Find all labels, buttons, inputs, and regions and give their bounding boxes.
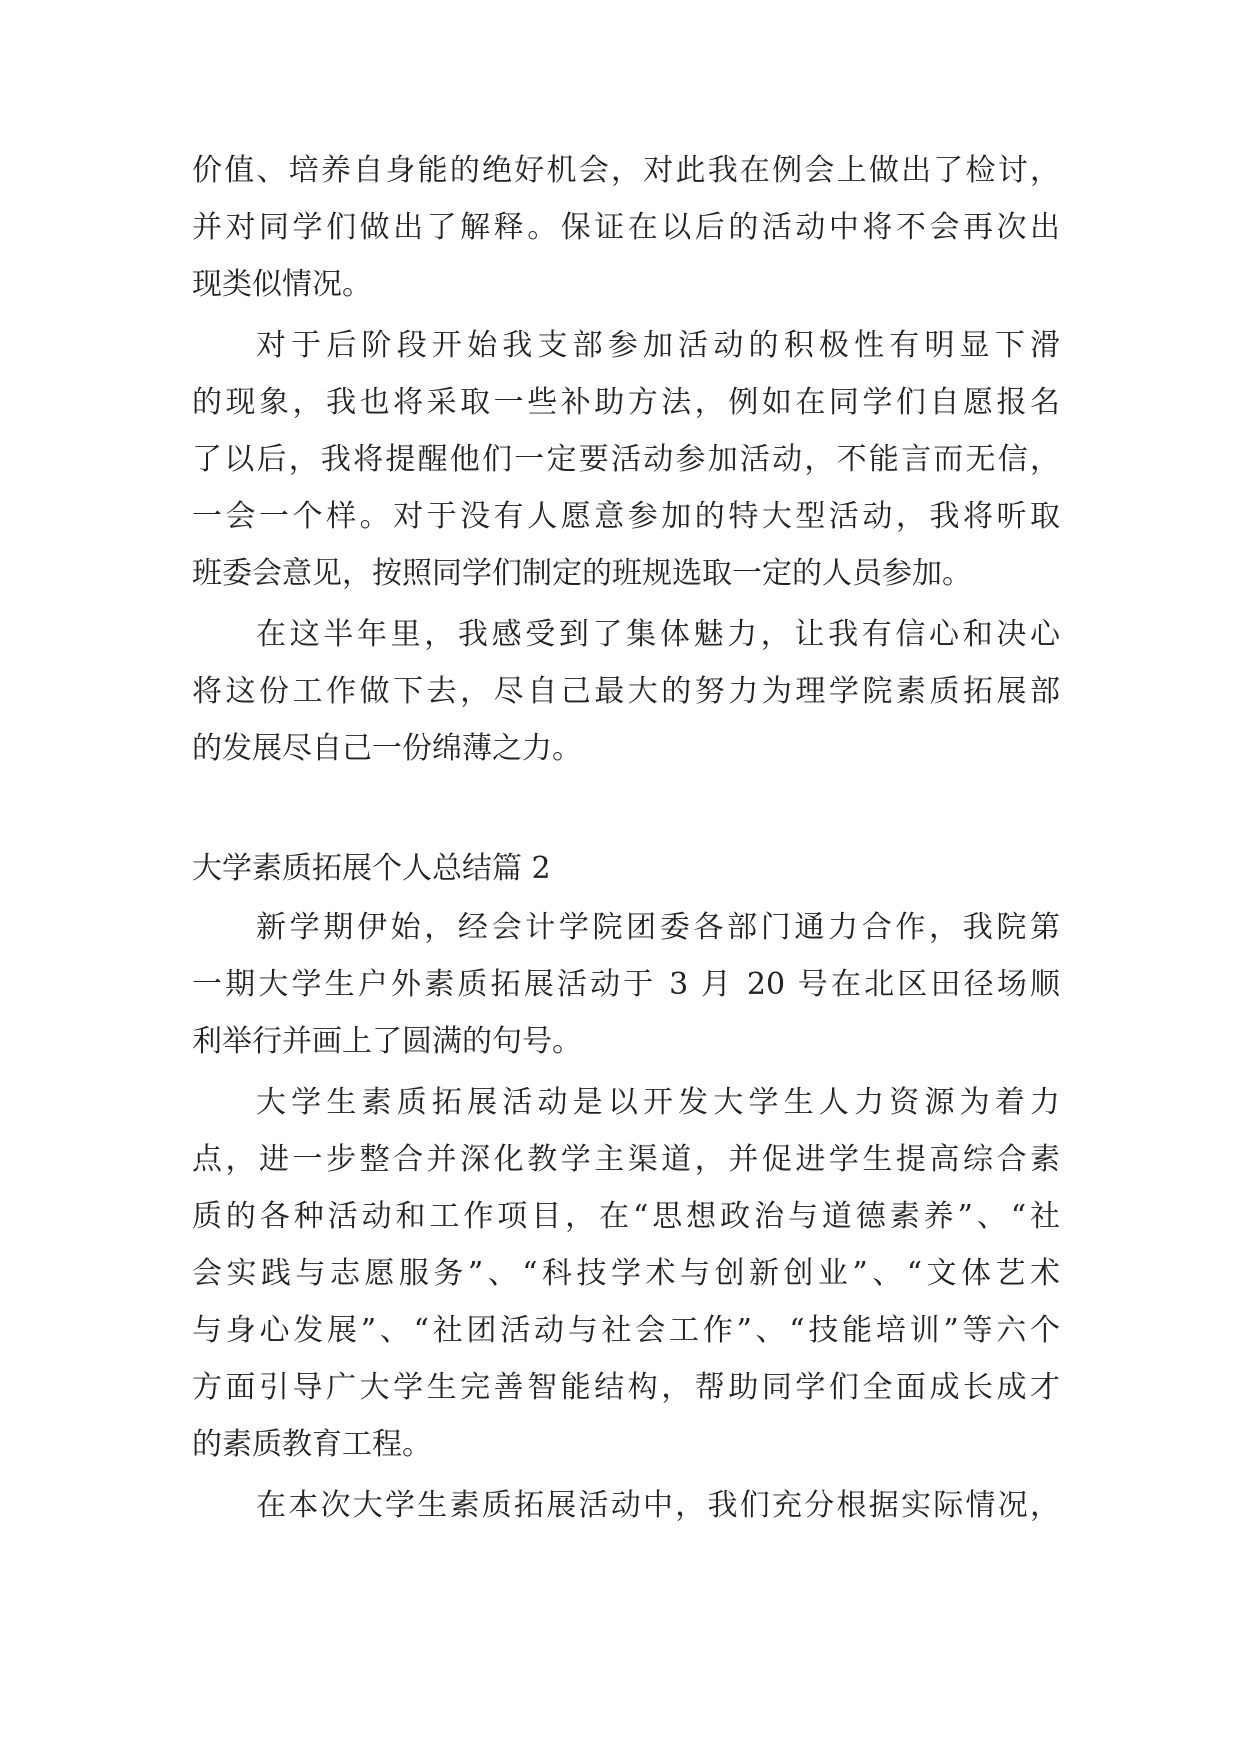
section-title: 大学素质拓展个人总结篇 2: [192, 851, 551, 886]
text-line: 将这份工作做下去，尽自己最大的努力为理学院素质拓展部: [192, 674, 1060, 709]
text-line: 了以后，我将提醒他们一定要活动参加活动，不能言而无信，: [192, 442, 1060, 477]
text-line: 在本次大学生素质拓展活动中，我们充分根据实际情况，: [256, 1488, 1060, 1523]
paragraph: [192, 1477, 1060, 1534]
paragraph: [192, 899, 1060, 1070]
text-line: 利举行并画上了圆满的句号。: [192, 1024, 582, 1059]
spacer: [192, 781, 1060, 839]
text-line: 点，进一步整合并深化教学主渠道，并促进学生提高综合素: [192, 1142, 1060, 1177]
paragraph: [192, 1074, 1060, 1473]
text-line: 在这半年里，我感受到了集体魅力，让我有信心和决心: [256, 617, 1060, 652]
text-line: 班委会意见，按照同学们制定的班规选取一定的人员参加。: [192, 556, 972, 591]
text-line: 一期大学生户外素质拓展活动于 3 月 20 号在北区田径场顺: [192, 967, 1060, 1002]
text-line: 一会一个样。对于没有人愿意参加的特大型活动，我将听取: [192, 499, 1060, 534]
text-line: 的现象，我也将采取一些补助方法，例如在同学们自愿报名: [192, 385, 1060, 420]
text-line: 并对同学们做出了解释。保证在以后的活动中将不会再次出: [192, 210, 1060, 245]
text-line: 会实践与志愿服务”、“科技学术与创新创业”、“文体艺术: [192, 1256, 1060, 1291]
text-line: 质的各种活动和工作项目，在“思想政治与道德素养”、“社: [192, 1199, 1060, 1234]
text-line: 方面引导广大学生完善智能结构，帮助同学们全面成长成才: [192, 1370, 1060, 1405]
paragraph: [192, 317, 1060, 602]
text-line: 对于后阶段开始我支部参加活动的积极性有明显下滑: [256, 328, 1060, 363]
text-line: 新学期伊始，经会计学院团委各部门通力合作，我院第: [256, 910, 1060, 945]
text-line: 价值、培养自身能的绝好机会，对此我在例会上做出了检讨，: [192, 153, 1060, 188]
text-line: 与身心发展”、“社团活动与社会工作”、“技能培训”等六个: [192, 1313, 1060, 1348]
paragraph: [192, 142, 1060, 313]
text-line: 的素质教育工程。: [192, 1427, 432, 1462]
text-line: 的发展尽自己一份绵薄之力。: [192, 731, 582, 766]
text-line: 现类似情况。: [192, 267, 372, 302]
text-line: 大学生素质拓展活动是以开发大学生人力资源为着力: [256, 1085, 1060, 1120]
document-page: [192, 142, 1060, 1538]
paragraph: [192, 606, 1060, 777]
